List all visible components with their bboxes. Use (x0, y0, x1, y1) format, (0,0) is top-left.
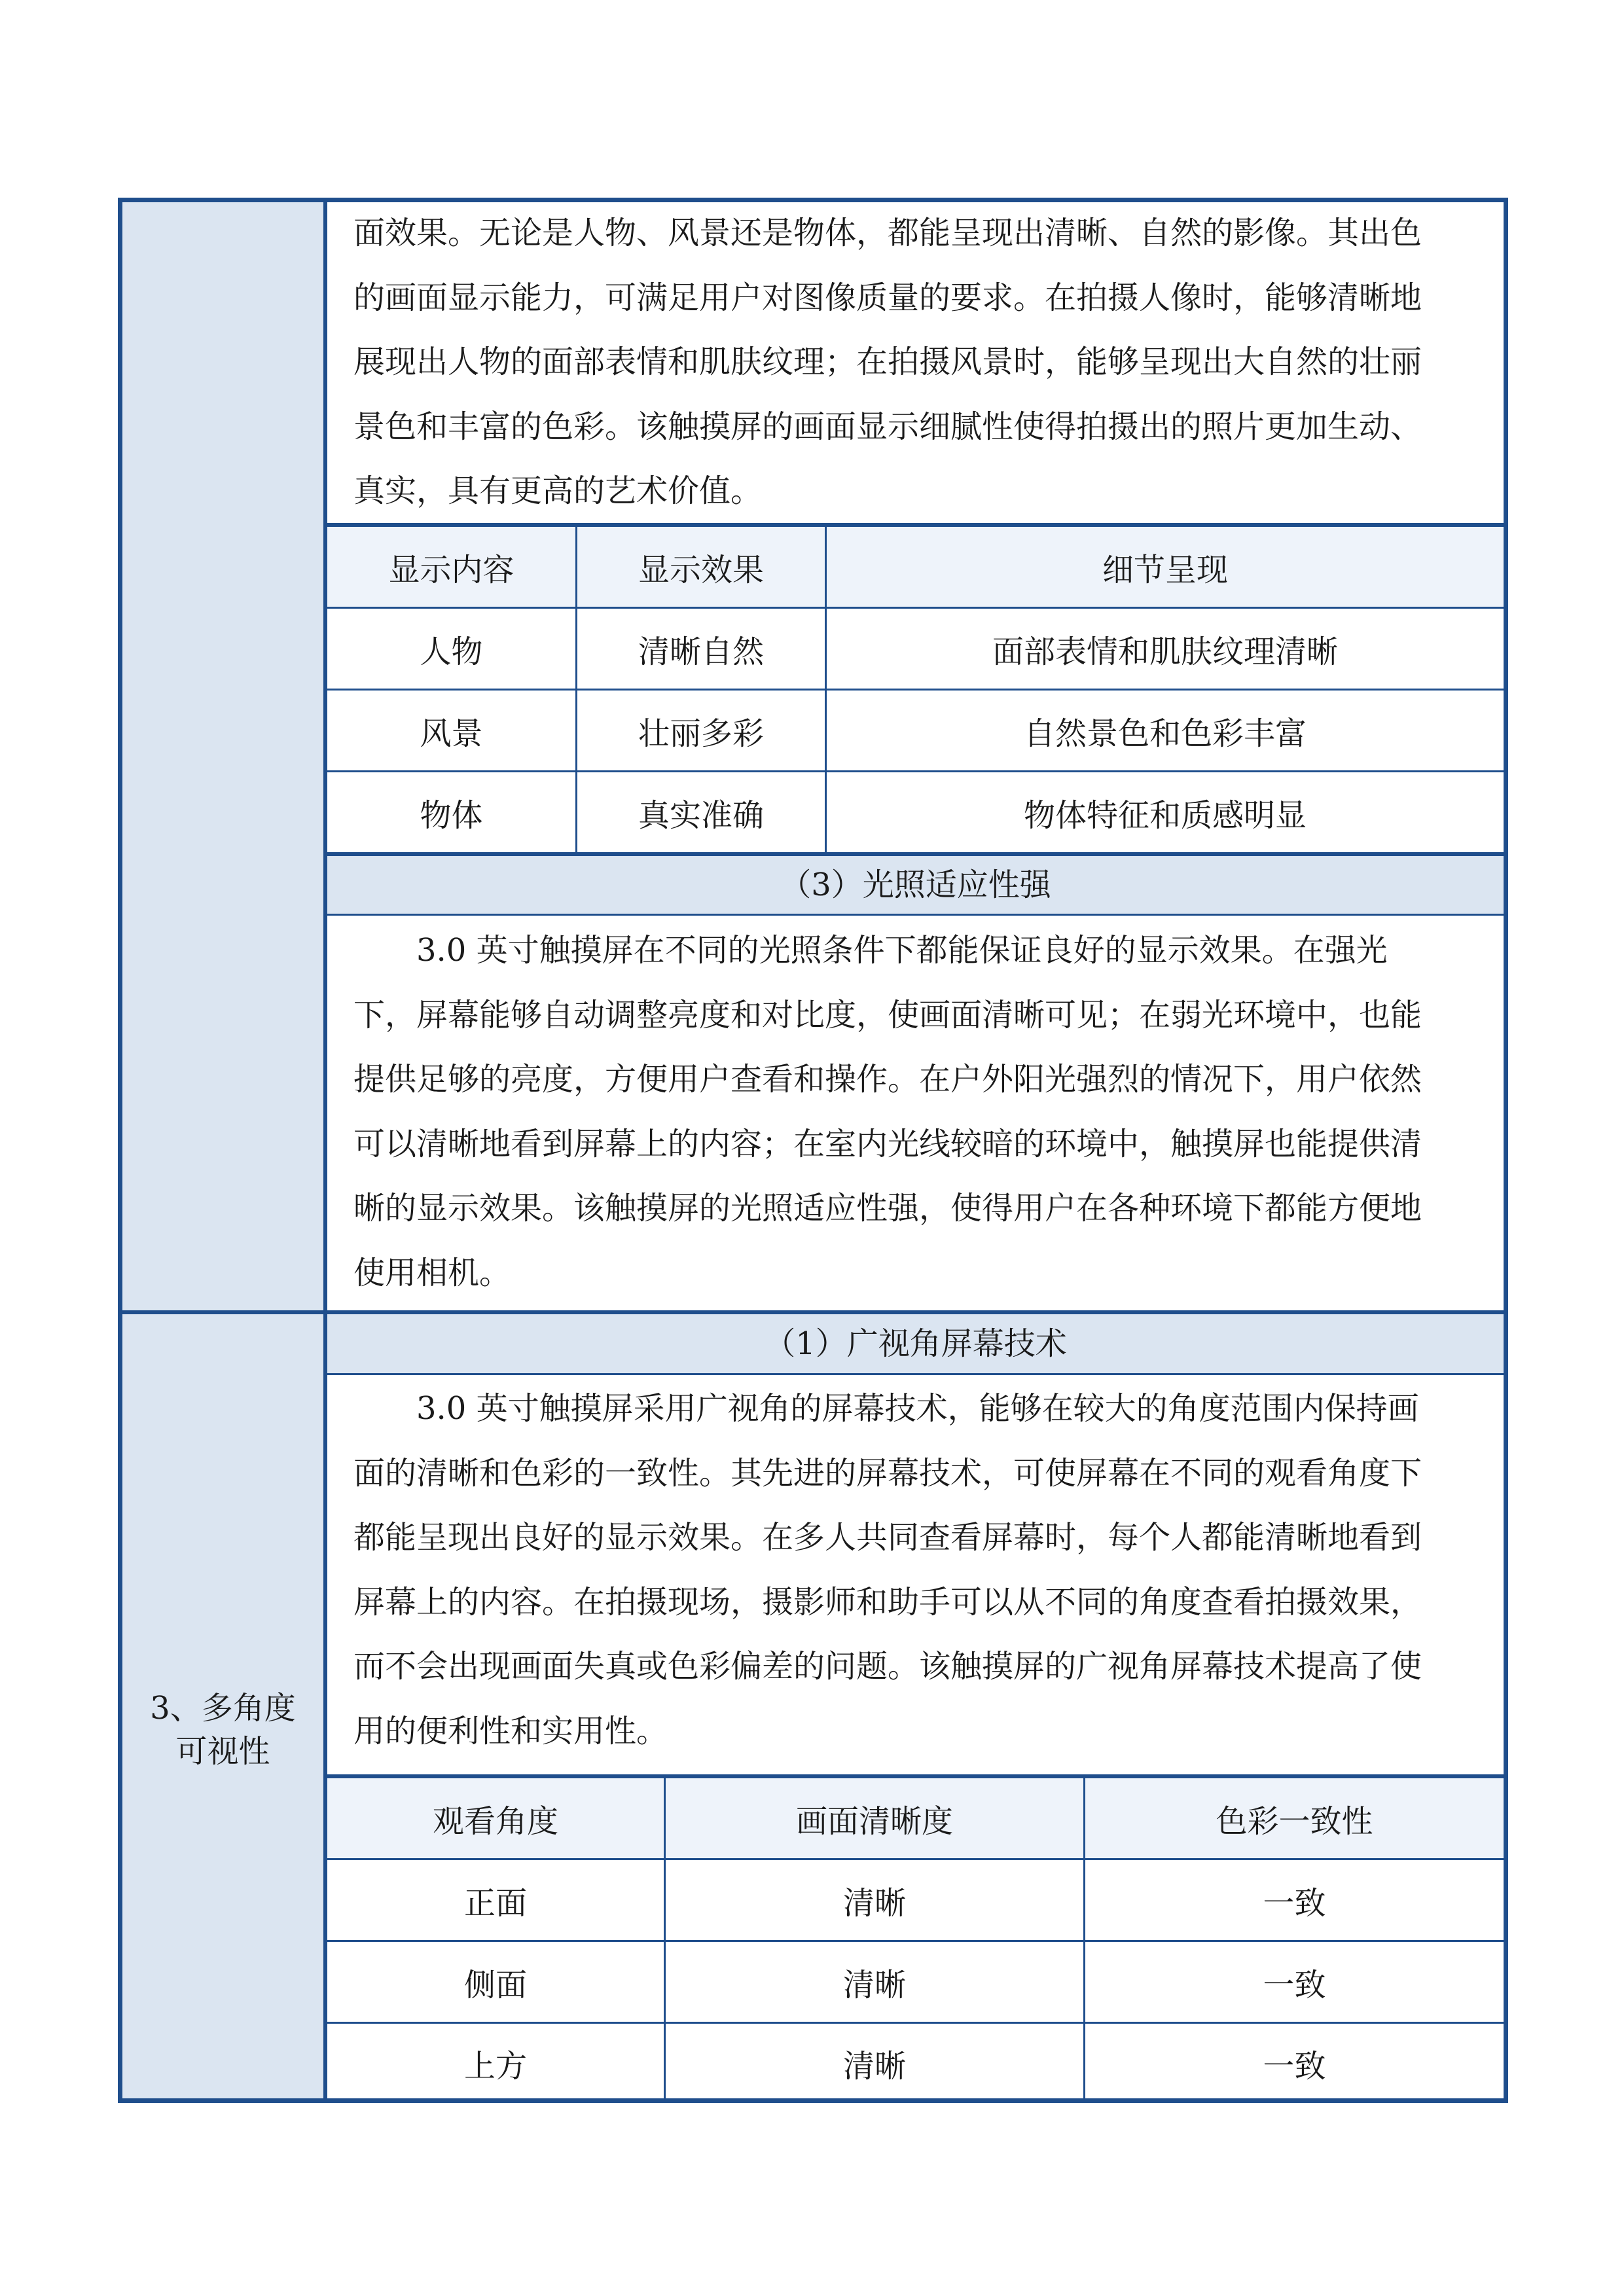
divider (327, 914, 1504, 916)
table-header-cell: 色彩一致性 (1216, 1803, 1373, 1840)
table-cell: 壮丽多彩 (638, 715, 764, 752)
table-cell: 清晰自然 (638, 633, 764, 670)
paragraph-display-quality (327, 201, 1504, 524)
subheading-wide-angle: （1）广视角屏幕技术 (764, 1325, 1067, 1362)
paragraph-line: 用的便利性和实用性。 (353, 1712, 668, 1749)
section-label-line1: 3、多角度 (150, 1690, 296, 1727)
table-header-cell: 显示内容 (388, 551, 514, 588)
paragraph-wide-angle (327, 1376, 1504, 1763)
table-cell: 自然景色和色彩丰富 (1023, 715, 1307, 752)
paragraph-line: 屏幕上的内容。在拍摄现场，摄影师和助手可以从不同的角度查看拍摄效果， (353, 1583, 1422, 1621)
content-frame (118, 198, 1508, 2103)
table-cell: 清晰 (842, 2048, 906, 2085)
table-cell: 正面 (463, 1884, 527, 1922)
paragraph-line: 展现出人物的面部表情和肌肤纹理；在拍摄风景时，能够呈现出大自然的壮丽 (353, 344, 1422, 380)
paragraph-line: 3.0 英寸触摸屏在不同的光照条件下都能保证良好的显示效果。在强光 (416, 932, 1388, 969)
paragraph-line: 使用相机。 (353, 1254, 511, 1291)
paragraph-line: 3.0 英寸触摸屏采用广视角的屏幕技术，能够在较大的角度范围内保持画 (416, 1390, 1419, 1427)
side-column (122, 202, 327, 2098)
paragraph-light-adaptation (327, 918, 1504, 1305)
table-header-cell: 画面清晰度 (795, 1803, 953, 1840)
table-cell: 面部表情和肌肤纹理清晰 (992, 633, 1338, 670)
paragraph-line: 的画面显示能力，可满足用户对图像质量的要求。在拍摄人像时，能够清晰地 (353, 279, 1422, 316)
table-cell: 清晰 (842, 1966, 906, 2003)
table-cell: 真实准确 (638, 797, 764, 834)
divider (327, 1373, 1504, 1375)
table-cell: 一致 (1263, 1884, 1326, 1922)
table-cell: 物体特征和质感明显 (1023, 797, 1307, 834)
paragraph-line: 面效果。无论是人物、风景还是物体，都能呈现出清晰、自然的影像。其出色 (353, 215, 1422, 251)
side-divider (122, 1310, 323, 1314)
paragraph-line: 景色和丰富的色彩。该触摸屏的画面显示细腻性使得拍摄出的照片更加生动、 (353, 408, 1422, 445)
table-cell: 清晰 (842, 1884, 906, 1922)
paragraph-line: 下，屏幕能够自动调整亮度和对比度，使画面清晰可见；在弱光环境中，也能 (353, 996, 1422, 1033)
table-cell: 物体 (420, 797, 483, 834)
table-header-cell: 观看角度 (432, 1803, 558, 1840)
table-cell: 人物 (420, 633, 483, 670)
table-header-cell: 细节呈现 (1102, 551, 1228, 588)
paragraph-line: 可以清晰地看到屏幕上的内容；在室内光线较暗的环境中，触摸屏也能提供清 (353, 1125, 1422, 1162)
subheading-light-adaptation: （3）光照适应性强 (780, 867, 1051, 903)
table-cell: 侧面 (463, 1966, 527, 2003)
paragraph-line: 都能呈现出良好的显示效果。在多人共同查看屏幕时，每个人都能清晰地看到 (353, 1519, 1422, 1556)
section-label (122, 1687, 323, 1773)
paragraph-line: 真实，具有更高的艺术价值。 (353, 473, 763, 509)
table-cell: 风景 (420, 715, 483, 752)
content-column (327, 202, 1504, 2098)
table-cell: 一致 (1263, 2048, 1326, 2085)
paragraph-line: 而不会出现画面失真或色彩偏差的问题。该触摸屏的广视角屏幕技术提高了使 (353, 1648, 1422, 1685)
section-label-line2: 可视性 (175, 1733, 270, 1770)
table-cell: 一致 (1263, 1966, 1326, 2003)
paragraph-line: 面的清晰和色彩的一致性。其先进的屏幕技术，可使屏幕在不同的观看角度下 (353, 1454, 1422, 1492)
table-header-cell: 显示效果 (638, 551, 764, 588)
paragraph-line: 晰的显示效果。该触摸屏的光照适应性强，使得用户在各种环境下都能方便地 (353, 1190, 1422, 1227)
table-cell: 上方 (463, 2048, 527, 2085)
paragraph-line: 提供足够的亮度，方便用户查看和操作。在户外阳光强烈的情况下，用户依然 (353, 1061, 1422, 1098)
